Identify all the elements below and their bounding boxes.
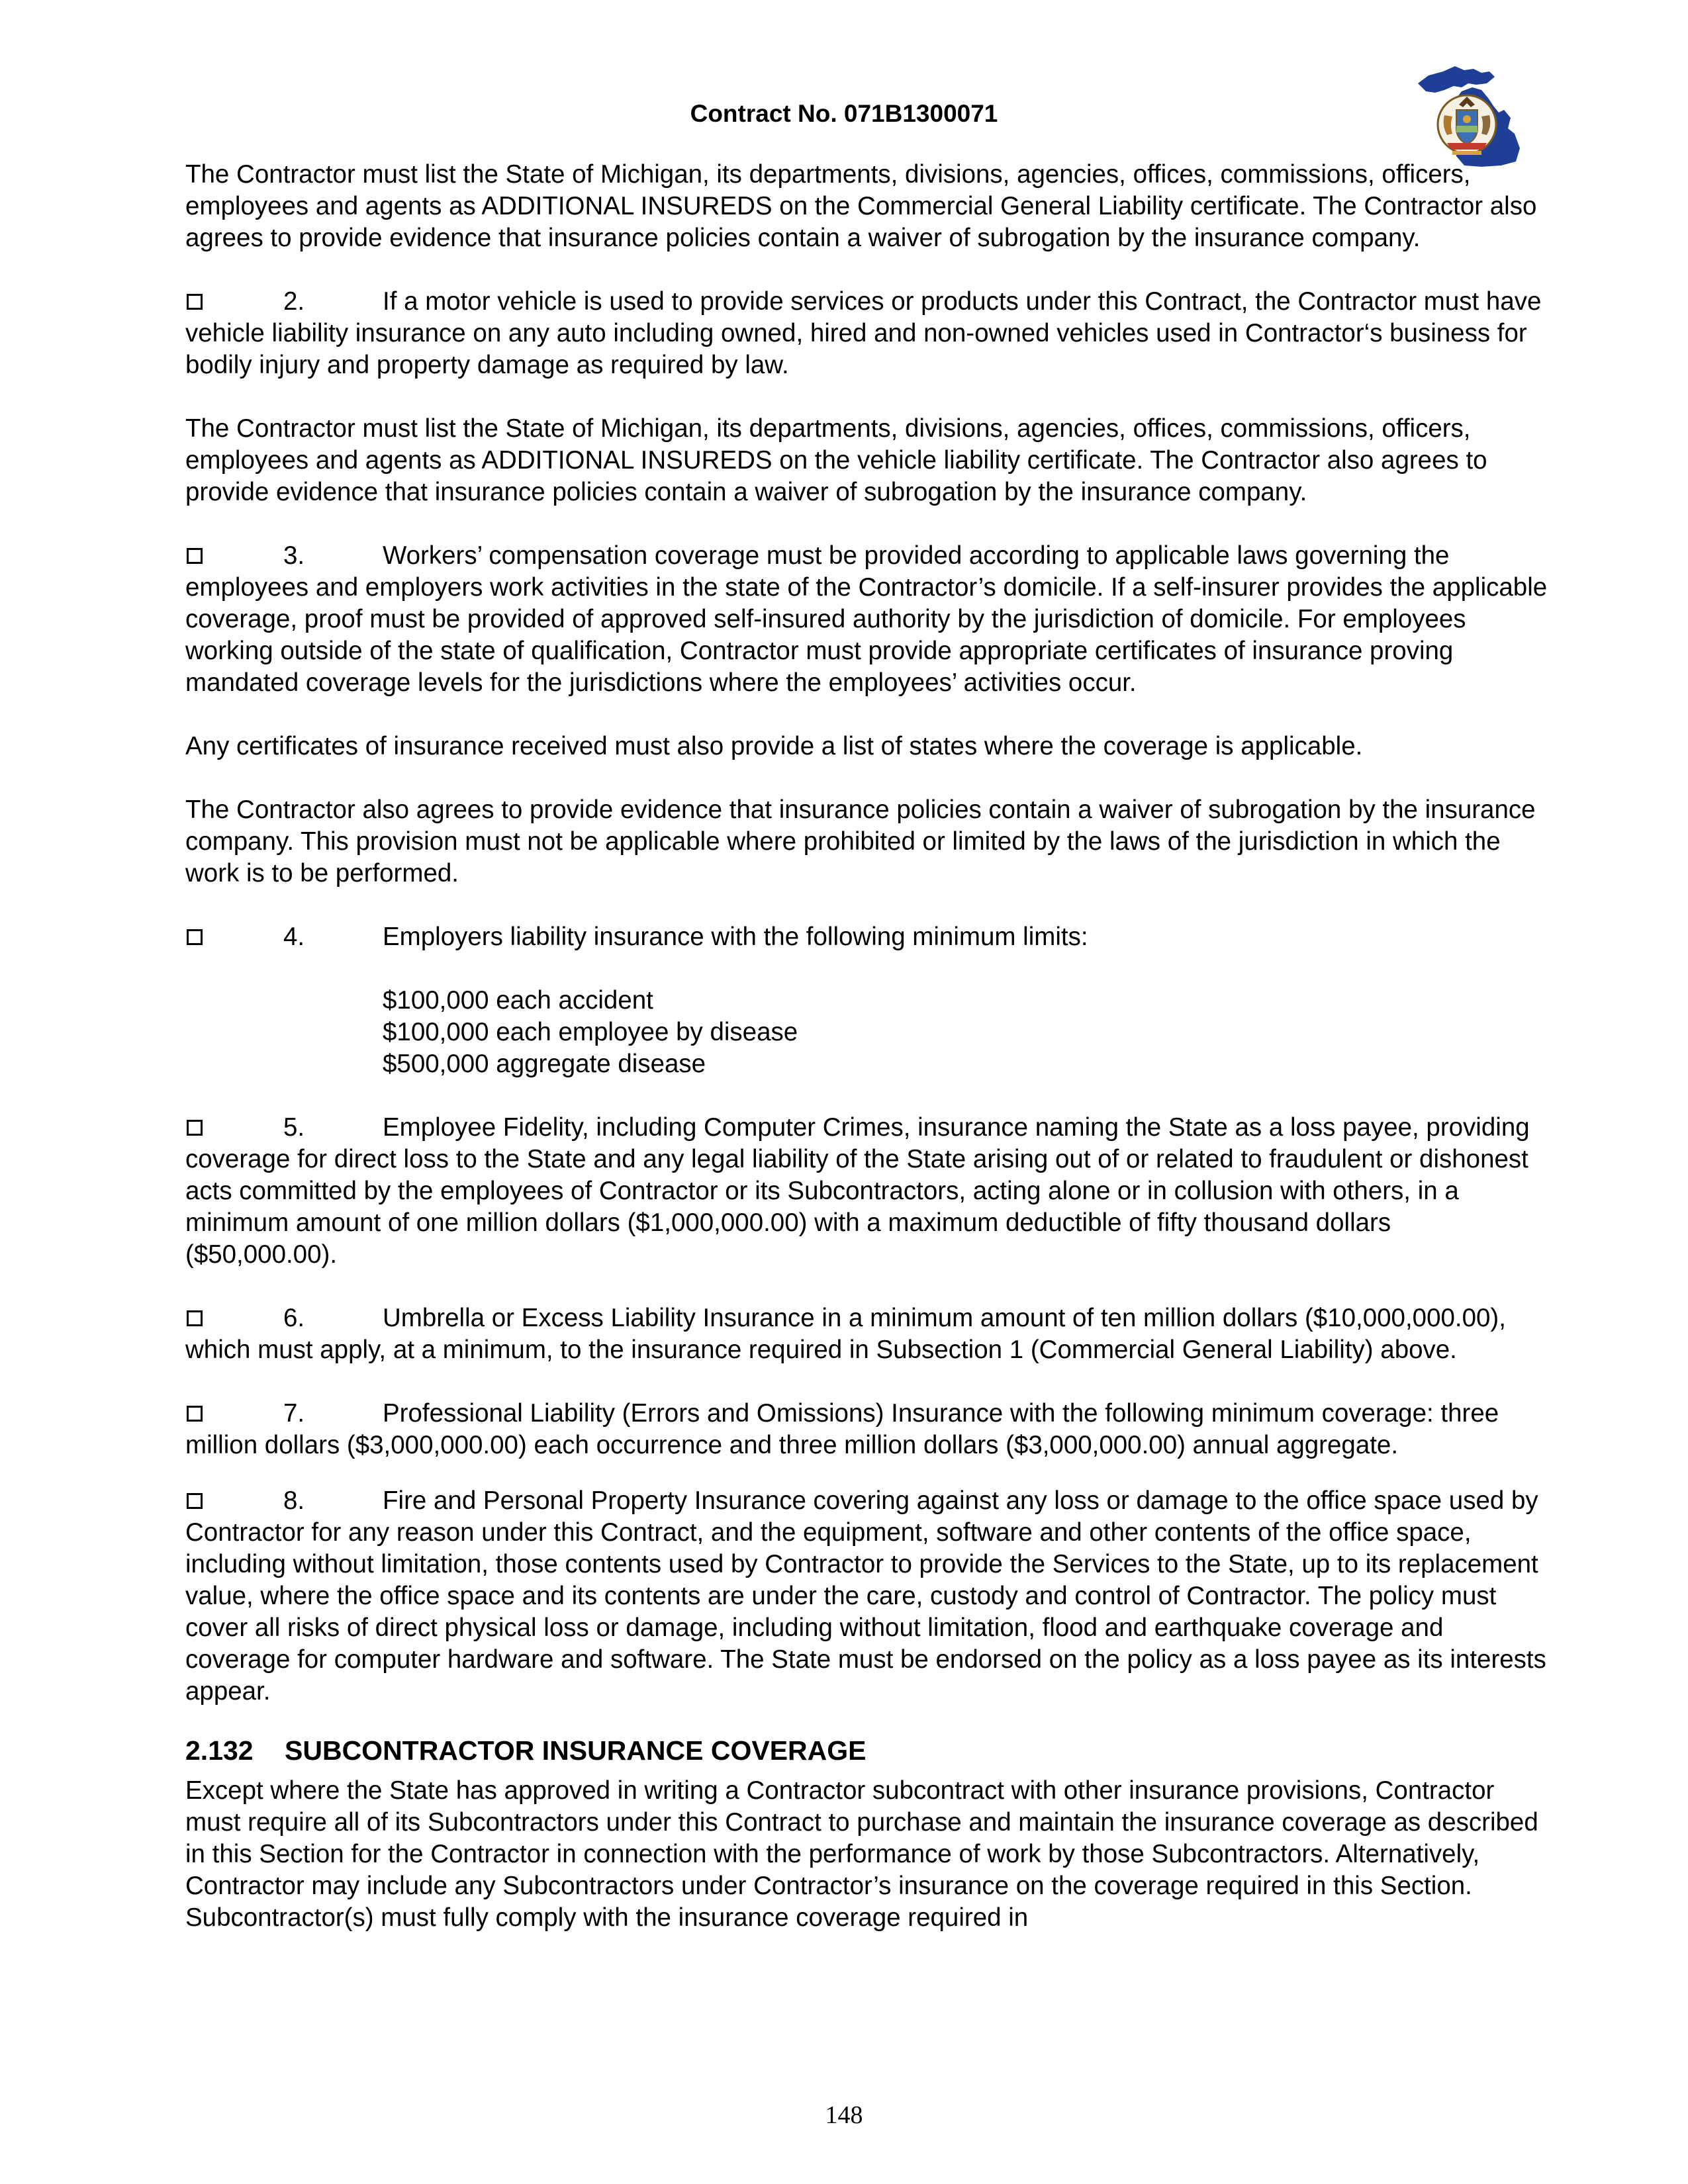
item-number: 5. — [283, 1113, 305, 1142]
section-title: SUBCONTRACTOR INSURANCE COVERAGE — [285, 1735, 867, 1766]
item-6 — [185, 1302, 1549, 1366]
subcontractor-insurance-paragraph: Except where the State has approved in writing a Contractor subcontract with other insurance provisions, Contractor must require all of its Subcontractors under this Contract to purchase and maintain the insurance coverage as described in this Section for the Contractor in connection with the performance of work by those Subcontractors. Alternatively, Contractor may include any Subcontractors under Contractor’s insurance on the coverage required in this Section. Subcontractor(s) must fully comply with the insurance coverage required in — [185, 1776, 1538, 1932]
section-heading — [185, 1734, 1549, 1767]
limit-line: $100,000 each employee by disease — [383, 1018, 798, 1046]
item-text: Professional Liability (Errors and Omissions) Insurance with the following minimum coverage: three million dollars ($3,000,000.00) each occurrence and three million dollars ($3,000,000.00) annual aggregate. — [185, 1399, 1499, 1459]
checkbox-icon[interactable] — [187, 1120, 203, 1136]
item-text: Workers’ compensation coverage must be provided according to applicable laws governing the employees and employers work activities in the state of the Contractor’s domicile. If a self-insurer provides the applicable coverage, proof must be provided of approved self-insured authority by the jurisdiction of domicile. For employees working outside of the state of qualification, Contractor must provide appropriate certificates of insurance proving mandated coverage levels for the jurisdictions where the employees’ activities occur. — [185, 541, 1548, 697]
item-text: Employee Fidelity, including Computer Crimes, insurance naming the State as a loss payee, providing coverage for direct loss to the State and any legal liability of the State arising out of or related to fraudulent or dishonest acts committed by the employees of Contractor or its Subcontractors, acting alone or in collusion with others, in a minimum amount of one million dollars ($1,000,000.00) with a maximum deductible of fifty thousand dollars ($50,000.00). — [185, 1113, 1530, 1269]
item-7 — [185, 1398, 1549, 1461]
page-number: 148 — [825, 2101, 863, 2129]
item-3-waiver-paragraph: The Contractor also agrees to provide evidence that insurance policies contain a waiver of subrogation by the insurance company. This provision must not be applicable where prohibited or limited by the laws of the jurisdiction in which the work is to be performed. — [185, 796, 1536, 887]
item-text: Umbrella or Excess Liability Insurance in a minimum amount of ten million dollars ($10,000,000.00), which must apply, at a minimum, to the insurance required in Subsection 1 (Commercial General Liability) above. — [185, 1304, 1506, 1364]
item-text: Employers liability insurance with the following minimum limits: — [383, 923, 1088, 951]
michigan-state-seal-icon — [1415, 57, 1528, 169]
item-3-states-paragraph: Any certificates of insurance received must also provide a list of states where the coverage is applicable. — [185, 732, 1363, 760]
item-4 — [185, 921, 1549, 953]
document-body — [185, 159, 1549, 1934]
item-text: Fire and Personal Property Insurance covering against any loss or damage to the office space used by Contractor for any reason under this Contract, and the equipment, software and other contents of the office space, including without limitation, those contents used by Contractor to provide the Services to the State, up to its replacement value, where the office space and its contents are under the care, custody and control of Contractor. The policy must cover all risks of direct physical loss or damage, including without limitation, flood and earthquake coverage and coverage for computer hardware and software. The State must be endorsed on the policy as a loss payee as its interests appear. — [185, 1486, 1546, 1706]
checkbox-icon[interactable] — [187, 929, 203, 945]
item-number: 3. — [283, 541, 305, 570]
section-number: 2.132 — [185, 1735, 254, 1766]
item-number: 8. — [283, 1486, 305, 1515]
checkbox-icon[interactable] — [187, 1406, 203, 1422]
item-number: 2. — [283, 287, 305, 316]
checkbox-icon[interactable] — [187, 548, 203, 564]
item-number: 4. — [283, 923, 305, 951]
item-text: If a motor vehicle is used to provide services or products under this Contract, the Contractor must have vehicle liability insurance on any auto including owned, hired and non-owned vehicles used in Contractor‘s business for bodily injury and property damage as required by law. — [185, 287, 1542, 379]
additional-insureds-paragraph: The Contractor must list the State of Michigan, its departments, divisions, agencies, offices, commissions, officers, employees and agents as ADDITIONAL INSUREDS on the Commercial General Liability certificate. The Contractor also agrees to provide evidence that insurance policies contain a waiver of subrogation by the insurance company. — [185, 160, 1537, 252]
item-number: 7. — [283, 1399, 305, 1428]
item-5 — [185, 1112, 1549, 1271]
item-number: 6. — [283, 1304, 305, 1332]
contract-number-header: Contract No. 071B1300071 — [690, 100, 998, 127]
checkbox-icon[interactable] — [187, 1310, 203, 1326]
limit-line: $100,000 each accident — [383, 986, 653, 1015]
checkbox-icon[interactable] — [187, 294, 203, 310]
item-3 — [185, 540, 1549, 699]
employers-liability-limits — [185, 985, 1549, 1080]
checkbox-icon[interactable] — [187, 1493, 203, 1509]
limit-line: $500,000 aggregate disease — [383, 1050, 706, 1078]
item-2-additional-insureds: The Contractor must list the State of Michigan, its departments, divisions, agencies, offices, commissions, officers, employees and agents as ADDITIONAL INSUREDS on the vehicle liability certificate. The Contractor also agrees to provide evidence that insurance policies contain a waiver of subrogation by the insurance company. — [185, 414, 1487, 506]
item-2 — [185, 286, 1549, 381]
item-8 — [185, 1485, 1549, 1707]
